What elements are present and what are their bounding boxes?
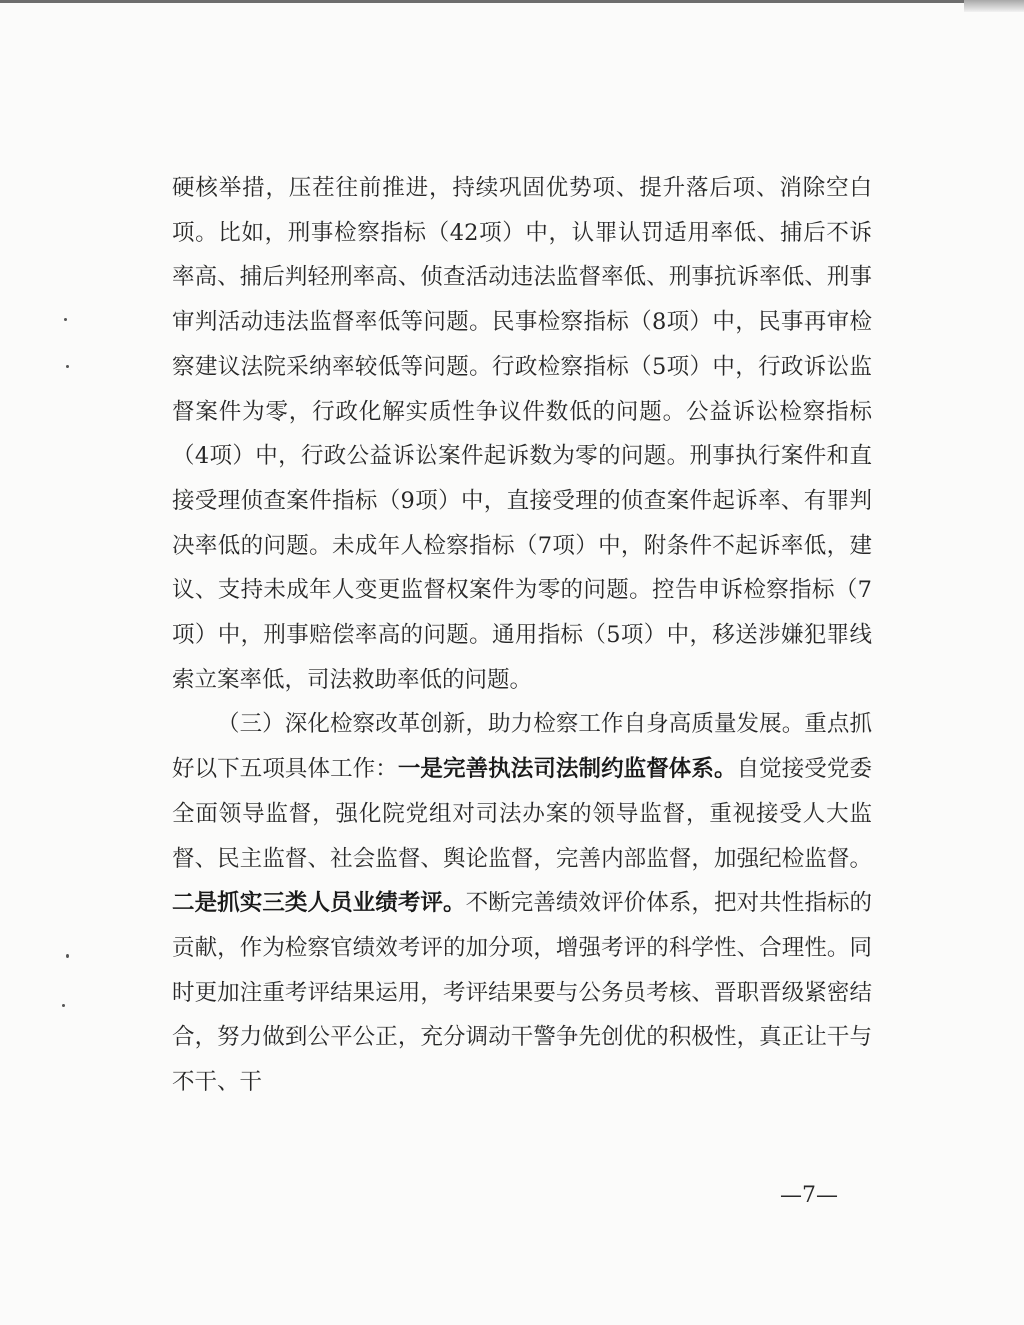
scan-top-edge — [0, 0, 1024, 3]
paragraph-text: 自觉接受党委全面领导监督，强化院党组对司法办案的领导监督，重视接受人大监督、民主监督、社会监督、舆论监督，完善内部监督，加强纪检监督。 — [172, 756, 872, 872]
paragraph-indicators: 硬核举措，压茬往前推进，持续巩固优势项、提升落后项、消除空白项。比如，刑事检察指标（42项）中，认罪认罚适用率低、捕后不诉率高、捕后判轻刑率高、侦查活动违法监督率低、刑事抗诉率低、刑事审判活动违法监督率低等问题。民事检察指标（8项）中，民事再审检察建议法院采纳率较低等问题。行政检察指标（5项）中，行政诉讼监督案件为零，行政化解实质性争议件数低的问题。公益诉讼检察指标（4项）中，行政公益诉讼案件起诉数为零的问题。刑事执行案件和直接受理侦查案件指标（9项）中，直接受理的侦查案件起诉率、有罪判决率低的问题。未成年人检察指标（7项）中，附条件不起诉率低，建议、支持未成年人变更监督权案件为零的问题。控告申诉检察指标（7项）中，刑事赔偿率高的问题。通用指标（5项）中，移送涉嫌犯罪线索立案率低，司法救助率低的问题。 — [172, 175, 872, 693]
scan-speck — [62, 1004, 65, 1007]
bold-point-one: 一是完善执法司法制约监督体系。 — [397, 756, 737, 783]
paragraph-reform — [172, 702, 872, 1104]
scan-speck — [66, 954, 69, 958]
page-number: —7— — [780, 1183, 838, 1208]
section-heading: （三）深化检察改革创新，助力检察工作自身高质量发展。 — [217, 711, 805, 738]
document-body — [172, 166, 872, 1105]
scan-corner-shadow — [964, 0, 1024, 12]
scan-speck — [64, 318, 67, 321]
bold-point-two: 二是抓实三类人员业绩考评。 — [172, 890, 466, 917]
paragraph-text: 不断完善绩效评价体系，把对共性指标的贡献，作为检察官绩效考评的加分项，增强考评的科学性、合理性。同时更加注重考评结果运用，考评结果要与公务员考核、晋职晋级紧密结合，努力做到公平公正，充分调动干警争先创优的积极性，真正让干与不干、干 — [172, 890, 872, 1096]
scan-speck — [66, 365, 69, 368]
paragraph-text: 重点抓好以下五项具体工作： — [172, 711, 872, 783]
